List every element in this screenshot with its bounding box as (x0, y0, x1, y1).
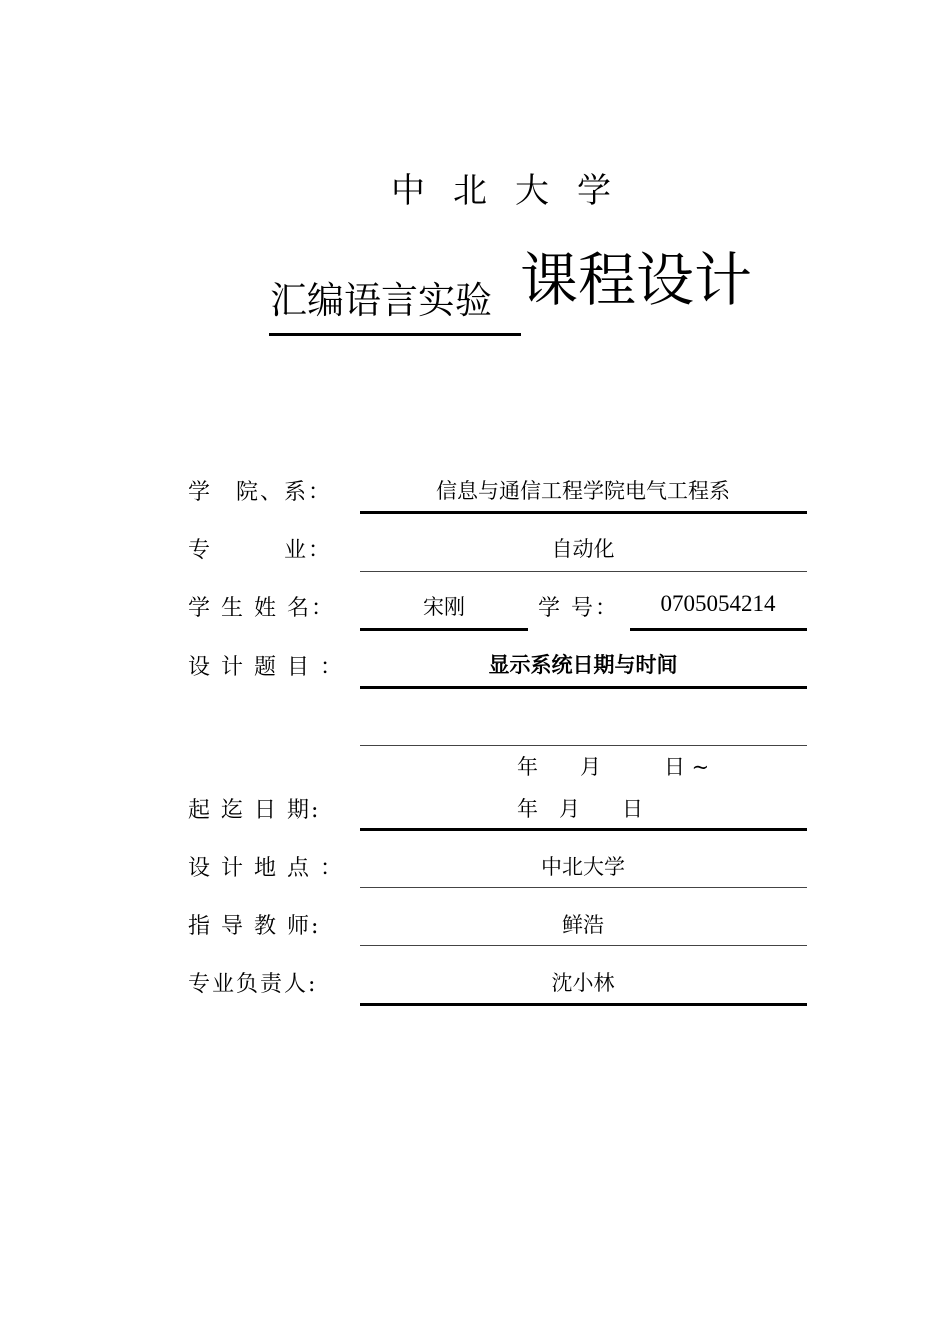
course-design-title: 课程设计 (520, 246, 753, 314)
head-label: 专业负责人: (188, 972, 318, 997)
student-name-underline (360, 628, 528, 631)
topic-value: 显示系统日期与时间 (488, 652, 678, 677)
major-value: 自动化 (551, 537, 615, 561)
location-underline (360, 887, 807, 888)
blank-row-line (360, 745, 807, 746)
date-underline (360, 828, 807, 831)
head-value: 沈小林 (551, 971, 615, 995)
college-underline (360, 511, 807, 514)
student-name-label: 学 生 姓 名： (188, 596, 335, 621)
student-id-value: 0705054214 (660, 591, 776, 616)
subject-title: 汇编语言实验 (270, 279, 492, 322)
university-name: 中北大学 (391, 171, 639, 211)
college-label: 学 院、系： (188, 480, 333, 505)
subject-underline (269, 333, 521, 336)
major-underline (360, 571, 807, 572)
major-label: 专 业： (188, 538, 333, 563)
advisor-value: 鲜浩 (562, 913, 604, 937)
advisor-label: 指 导 教 师: (188, 914, 321, 939)
student-id-label: 学 号： (538, 596, 619, 621)
student-id-underline (630, 628, 807, 631)
topic-label: 设 计 题 目 ： (188, 655, 344, 680)
location-label: 设 计 地 点 ： (188, 856, 344, 881)
head-underline (360, 1003, 807, 1006)
advisor-underline (360, 945, 807, 946)
date-label: 起 迄 日 期: (188, 798, 321, 823)
date-start: 年 月 日 ~ (517, 755, 710, 779)
date-end: 年 月 日 (517, 797, 643, 821)
topic-underline (360, 686, 807, 689)
location-value: 中北大学 (541, 855, 625, 879)
student-name-value: 宋刚 (423, 595, 465, 619)
college-value: 信息与通信工程学院电气工程系 (436, 479, 730, 503)
